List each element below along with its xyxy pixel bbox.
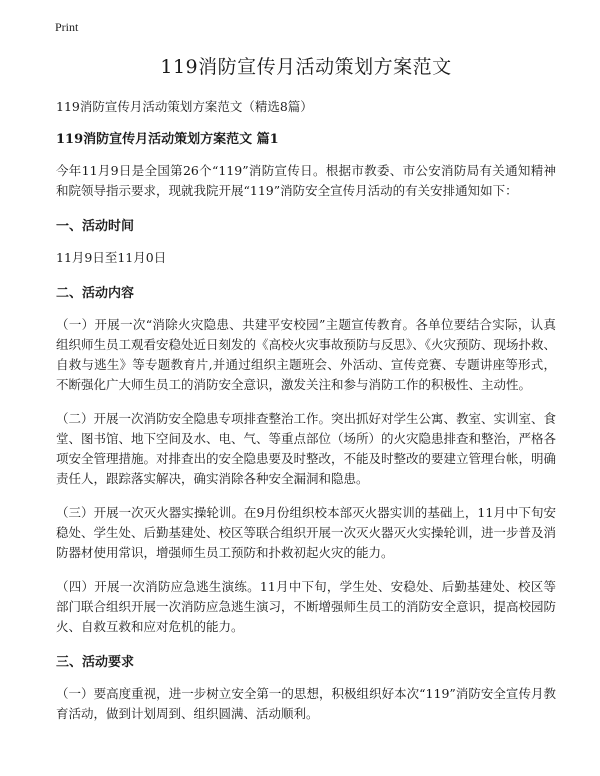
- section-heading-requirements: 三、活动要求: [56, 655, 135, 670]
- print-link[interactable]: Print: [55, 20, 79, 34]
- article-title: 119消防宣传月活动策划方案范文 篇1: [56, 132, 279, 147]
- content-item-2: （二）开展一次消防安全隐患专项排查整治工作。突出抓好对学生公寓、教室、实训室、食堂、图书馆、地下空间及水、电、气、等重点部位（场所）的火灾隐患排查和整治，严格各项安全管理措施。对排查出的安全隐患要及时整改，不能及时整改的要建立管理台帐，明确责任人，跟踪落实解决，确实消除各种安全漏洞和隐患。: [56, 411, 557, 486]
- intro-paragraph: 今年11月9日是全国第26个“119”消防宣传日。根据市教委、市公安消防局有关通知精神和院领导指示要求，现就我院开展“119”消防安全宣传月活动的有关安排通知如下：: [56, 163, 556, 198]
- section-heading-content: 二、活动内容: [56, 286, 135, 301]
- content-item-1: （一）开展一次“消除火灾隐患、共建平安校园”主题宣传教育。各单位要结合实际，认真组织师生员工观看安稳处近日刻发的《高校火灾事故预防与反思》、《火灾预防、现场扑救、自救与逃生》等专题教育片,并通过组织主题班会、外活动、宣传竞赛、专题讲座等形式，不断强化广大师生员工的消防安全意识，激发关注和参与消防工作的积极性、主动性。: [56, 317, 557, 392]
- activity-time-text: 11月9日至11月0日: [56, 250, 167, 265]
- document-title: 119消防宣传月活动策划方案范文: [160, 56, 452, 78]
- document-subtitle: 119消防宣传月活动策划方案范文（精选8篇）: [56, 99, 313, 114]
- section-heading-time: 一、活动时间: [56, 219, 135, 234]
- document-body: [56, 52, 556, 738]
- content-item-3: （三）开展一次灭火器实操轮训。在9月份组织校本部灭火器实训的基础上，11月中下旬安稳处、学生处、后勤基建处、校区等联合组织开展一次灭火器灭火实操轮训，进一步普及消防器材使用常识，增强师生员工预防和扑救初起火灾的能力。: [56, 505, 557, 560]
- content-item-4: （四）开展一次消防应急逃生演练。11月中下旬，学生处、安稳处、后勤基建处、校区等部门联合组织开展一次消防应急逃生演习，不断增强师生员工的消防安全意识，提高校园防火、自救互救和应对危机的能力。: [56, 579, 557, 634]
- requirement-item-1: （一）要高度重视，进一步树立安全第一的思想，积极组织好本次“119”消防安全宣传月教育活动，做到计划周到、组织圆满、活动顺利。: [56, 686, 556, 721]
